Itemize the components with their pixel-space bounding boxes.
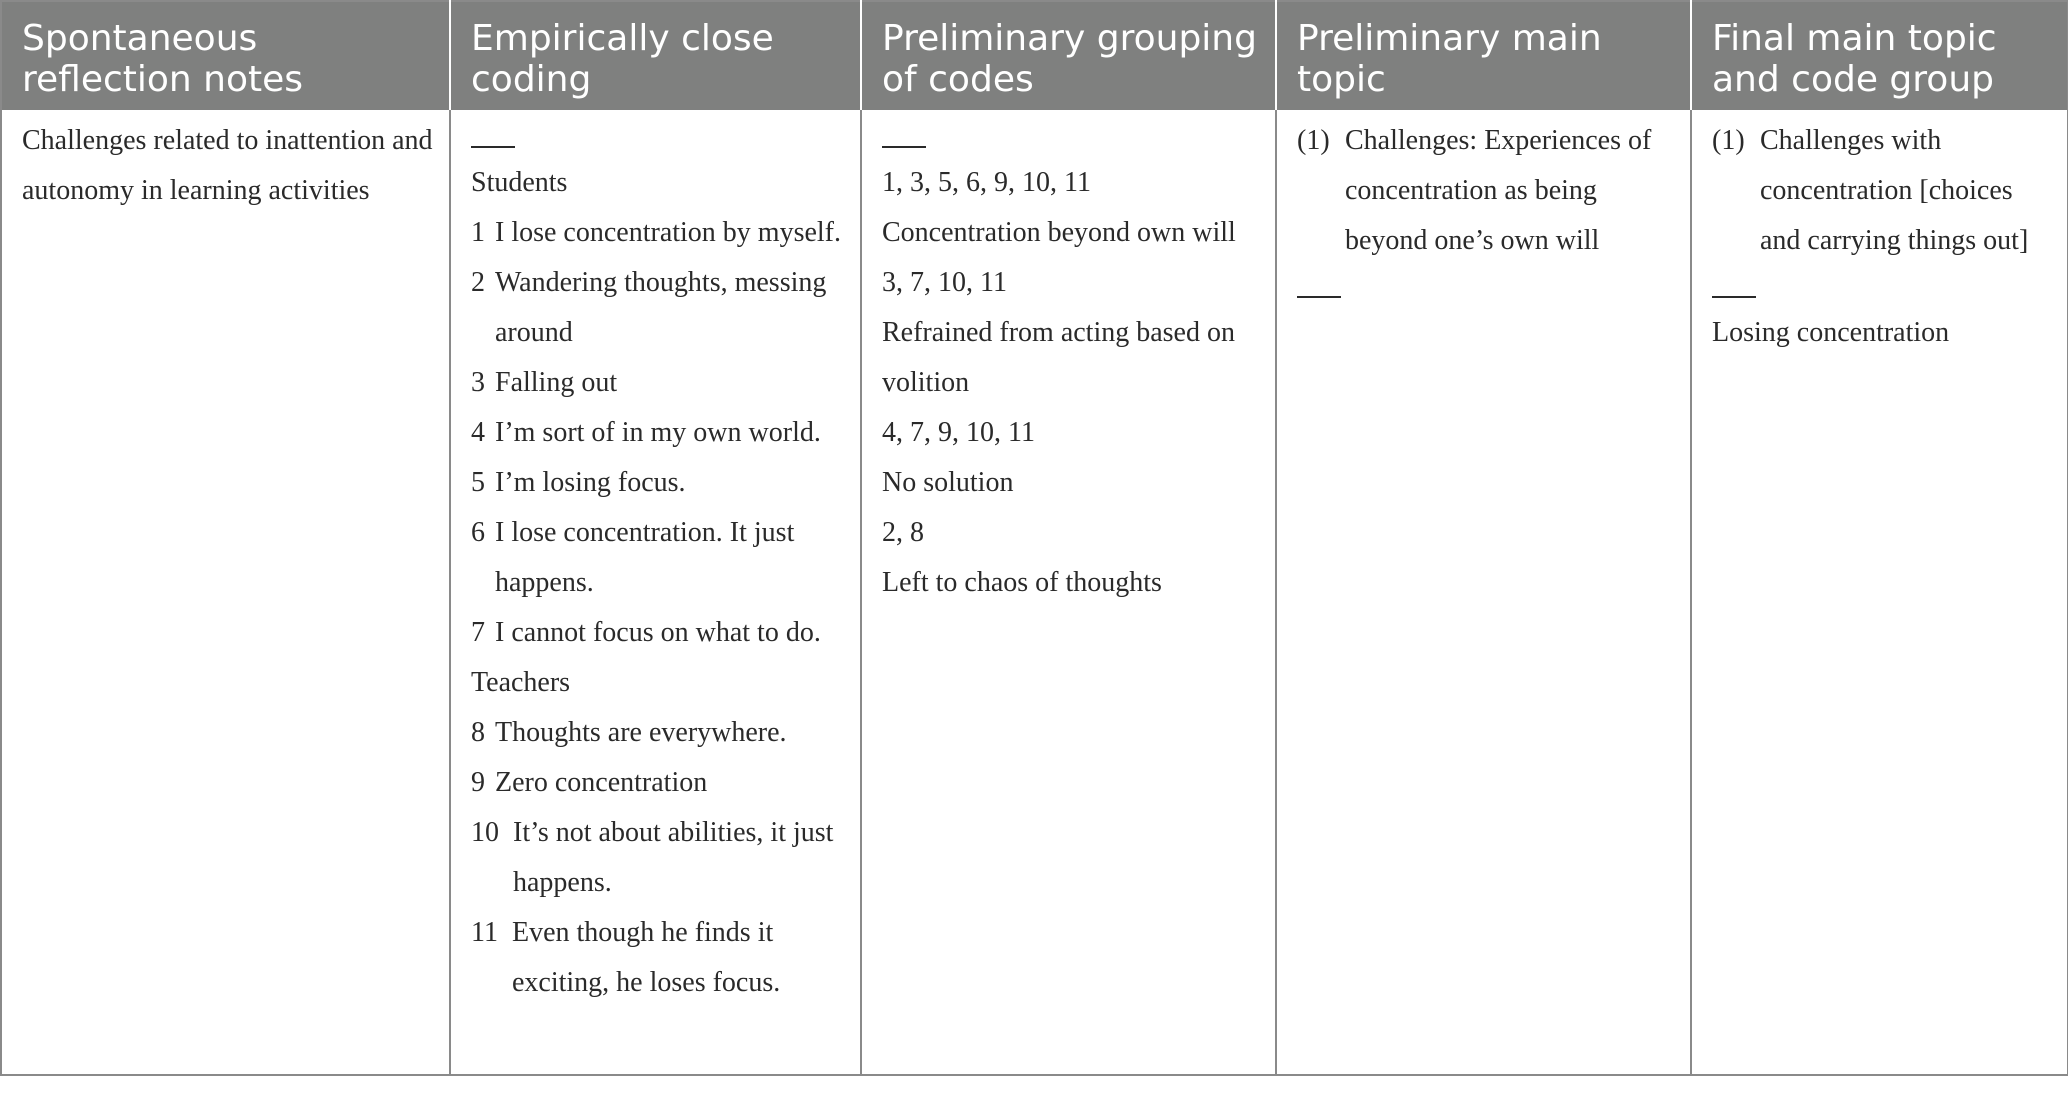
- header-row: [1, 1, 2068, 110]
- group-label: Left to chaos of thoughts: [882, 567, 1162, 598]
- reflection-note-text: Challenges related to inattention and autonomy in learning activities: [22, 125, 433, 206]
- list-item: [471, 358, 848, 408]
- code-quote: I’m losing focus.: [495, 467, 686, 498]
- topic-item: [1712, 116, 2055, 266]
- topic-item: [1297, 116, 1678, 266]
- topic-marker: (1): [1712, 125, 1745, 156]
- code-quote: Thoughts are everywhere.: [495, 717, 787, 748]
- topic-text: Challenges: Experiences of concentration as being beyond one’s own will: [1345, 125, 1652, 256]
- code-quote: I lose concentration by myself.: [495, 217, 842, 248]
- students-label: Students: [471, 167, 568, 198]
- divider-dash: [471, 116, 515, 148]
- code-number: 3: [471, 367, 485, 398]
- group-codes: 1, 3, 5, 6, 9, 10, 11: [882, 167, 1091, 198]
- code-number: 6: [471, 517, 485, 548]
- code-number: 10: [471, 817, 499, 848]
- final-topic-cell: [1691, 110, 2068, 1075]
- list-item: [471, 508, 848, 608]
- code-number: 5: [471, 467, 485, 498]
- topic-marker: (1): [1297, 125, 1330, 156]
- table-row: [1, 110, 2068, 1075]
- grouping-cell: [861, 110, 1276, 1075]
- list-item: [471, 608, 848, 658]
- code-quote: Falling out: [495, 367, 618, 398]
- code-quote: Zero concentration: [495, 767, 708, 798]
- preliminary-topic-cell: [1276, 110, 1691, 1075]
- group-label: Concentration beyond own will: [882, 217, 1236, 248]
- divider-dash: [882, 116, 926, 148]
- group-codes: 4, 7, 9, 10, 11: [882, 417, 1035, 448]
- code-number: 1: [471, 217, 485, 248]
- list-item: [471, 208, 848, 258]
- divider-dash: [1297, 266, 1341, 298]
- code-quote: I lose concentration. It just happens.: [495, 517, 795, 598]
- reflection-notes-cell: [1, 110, 450, 1075]
- group-label: No solution: [882, 467, 1014, 498]
- header-preliminary-main-topic: Preliminary main topic: [1276, 1, 1691, 110]
- group-codes: 3, 7, 10, 11: [882, 267, 1007, 298]
- code-number: 9: [471, 767, 485, 798]
- topic-text: Challenges with concentration [choices and carrying things out]: [1760, 125, 2029, 256]
- list-item: [471, 458, 848, 508]
- code-number: 2: [471, 267, 485, 298]
- list-item: [471, 808, 848, 908]
- list-item: [471, 258, 848, 358]
- header-preliminary-grouping: Preliminary grouping of codes: [861, 1, 1276, 110]
- group-label: Refrained from acting based on volition: [882, 317, 1235, 398]
- code-number: 4: [471, 417, 485, 448]
- code-quote: I’m sort of in my own world.: [495, 417, 821, 448]
- code-quote: I cannot focus on what to do.: [495, 617, 821, 648]
- close-coding-cell: [450, 110, 861, 1075]
- code-number: 7: [471, 617, 485, 648]
- code-quote: It’s not about abilities, it just happens.: [513, 817, 834, 898]
- header-spontaneous-reflection-notes: Spontaneous reflection notes: [1, 1, 450, 110]
- list-item: [471, 908, 848, 1008]
- code-quote: Wandering thoughts, messing around: [495, 267, 827, 348]
- list-item: [471, 708, 848, 758]
- code-number: 11: [471, 917, 498, 948]
- list-item: [471, 408, 848, 458]
- divider-dash: [1712, 266, 1756, 298]
- header-final-main-topic: Final main topic and code group: [1691, 1, 2068, 110]
- teachers-label: Teachers: [471, 667, 571, 698]
- code-quote: Even though he finds it exciting, he loses focus.: [511, 917, 781, 998]
- group-codes: 2, 8: [882, 517, 924, 548]
- code-number: 8: [471, 717, 485, 748]
- code-group-text: Losing concentration: [1712, 317, 1950, 348]
- header-empirically-close-coding: Empirically close coding: [450, 1, 861, 110]
- list-item: [471, 758, 848, 808]
